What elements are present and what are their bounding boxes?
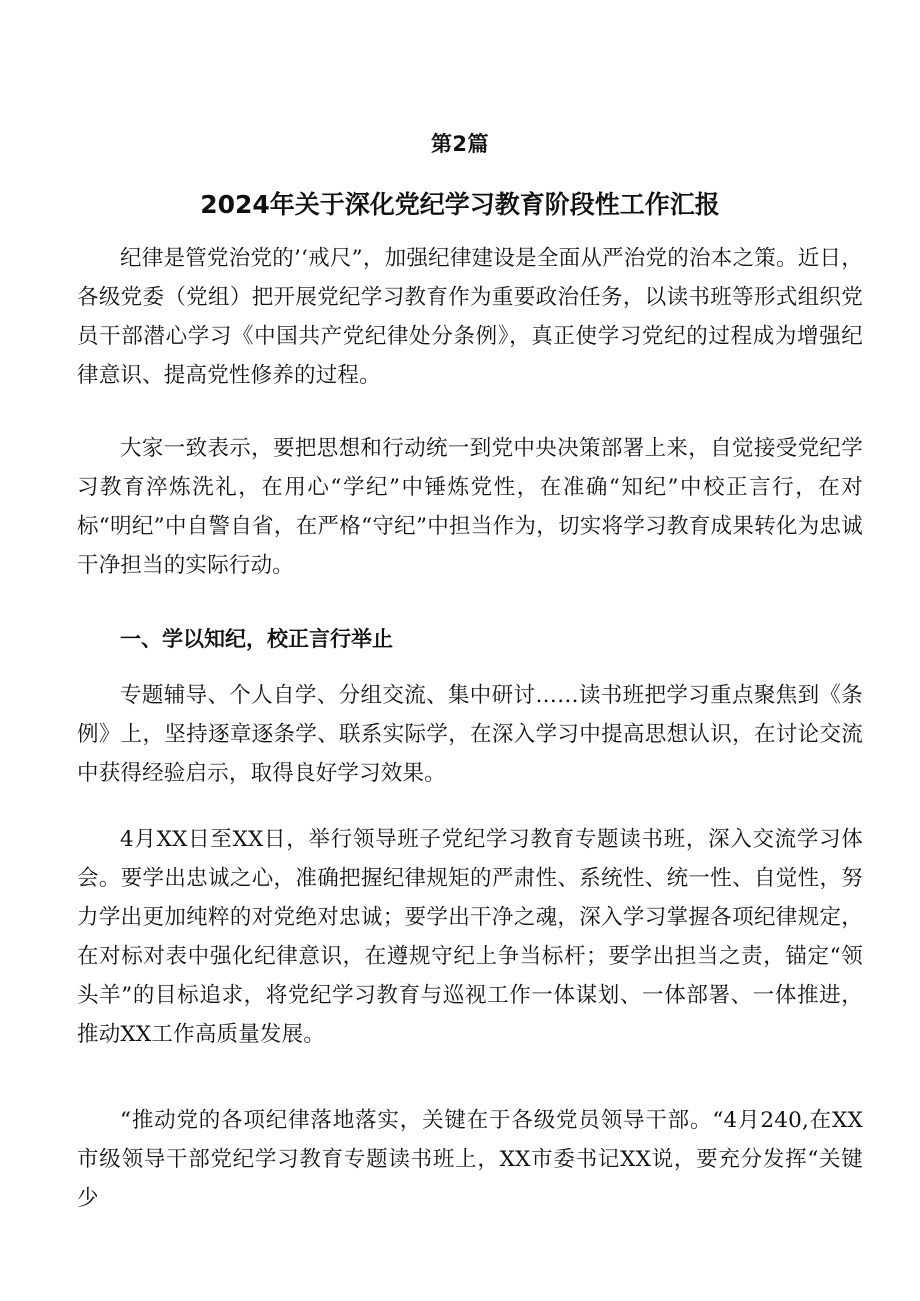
section-paragraph: “推动党的各项纪律落地落实，关键在于各级党员领导干部。“4月240,在XX市级领导干部党纪学习教育专题读书班上，XX市委书记XX说，要充分发挥“关键少 xyxy=(77,1108,863,1211)
consensus-paragraph: 大家一致表示，要把思想和行动统一到党中央决策部署上来，自觉接受党纪学习教育淬炼洗礼，在用心“学纪”中锤炼党性，在准确“知纪”中校正言行，在对标“明纪”中自警自省，在严格“守纪”中担当作为，切实将学习教育成果转化为忠诚干净担当的实际行动。 xyxy=(77,436,863,578)
chapter-label: 第2篇 xyxy=(430,132,490,156)
section-heading: 一、学以知纪，校正言行举止 xyxy=(120,627,393,651)
section-paragraph: 4月XX日至XX日，举行领导班子党纪学习教育专题读书班，深入交流学习体会。要学出忠诚之心，准确把握纪律规矩的严肃性、系统性、统一性、自觉性，努力学出更加纯粹的对党绝对忠诚；要学出干净之魂，深入学习掌握各项纪律规定，在对标对表中强化纪律意识，在遵规守纪上争当标杆；要学出担当之责，锚定“领头羊”的目标追求，将党纪学习教育与巡视工作一体谋划、一体部署、一体推进，推动XX工作高质量发展。 xyxy=(77,827,863,1047)
intro-paragraph: 纪律是管党治党的’‘戒尺”，加强纪律建设是全面从严治党的治本之策。近日，各级党委（党组）把开展党纪学习教育作为重要政治任务，以读书班等形式组织党员干部潜心学习《中国共产党纪律处分条例》，真正使学习党纪的过程成为增强纪律意识、提高党性修养的过程。 xyxy=(77,246,863,388)
section-paragraph: 专题辅导、个人自学、分组交流、集中研讨……读书班把学习重点聚焦到《条例》上，坚持逐章逐条学、联系实际学，在深入学习中提高思想认识，在讨论交流中获得经验启示，取得良好学习效果。 xyxy=(77,683,863,786)
document-title: 2024年关于深化党纪学习教育阶段性工作汇报 xyxy=(200,190,720,219)
